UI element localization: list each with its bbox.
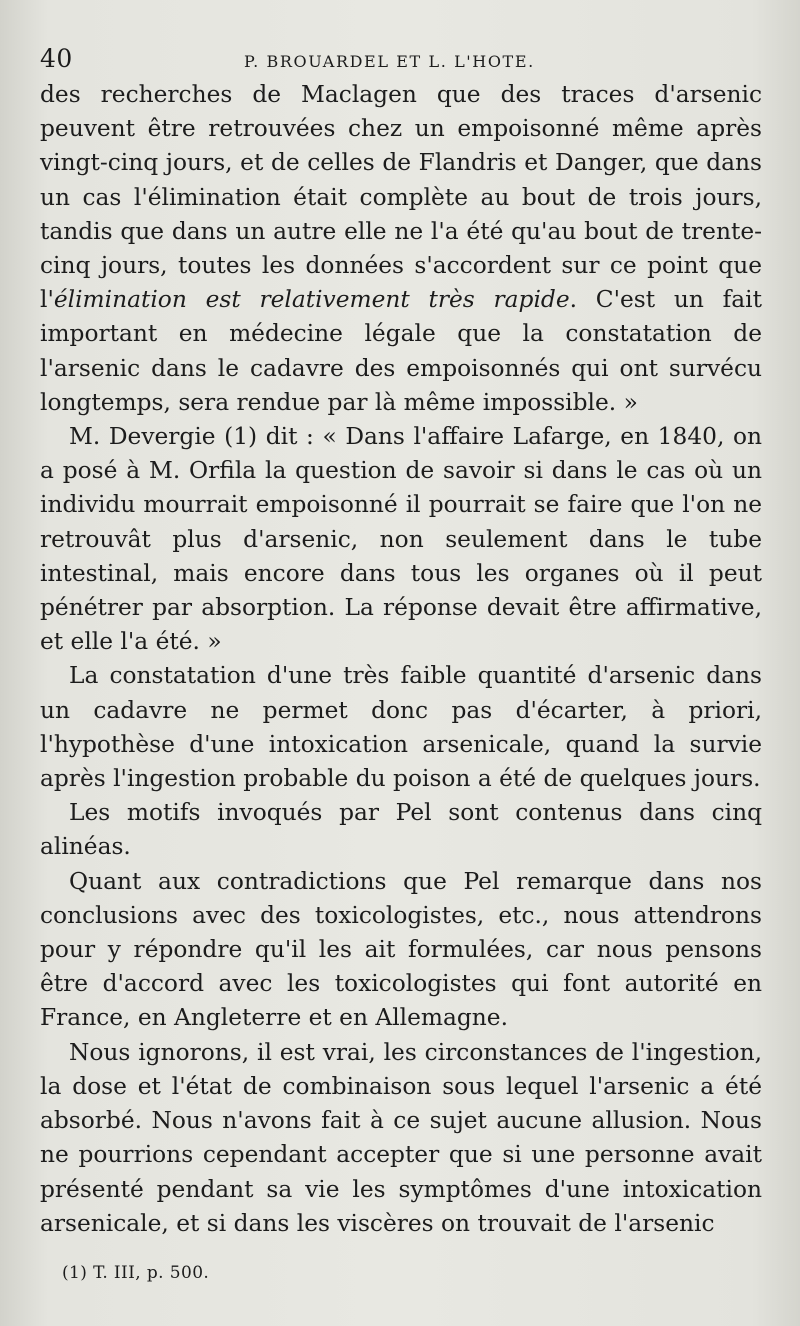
paragraph: Les motifs invoqués par Pel sont contenus dans cinq alinéas. [40,799,762,861]
footnote: (1) T. III, p. 500. [62,1263,210,1283]
running-title: P. BROUARDEL ET L. L'HOTE. [244,52,535,71]
running-head [40,40,764,76]
paragraph-text: des recherches de Maclagen que des traces d'arsenic peuvent être retrouvées chez un empoisonné même après vingt-cinq jours, et de celles de Flandris et Danger, que dans un cas l'élimination était complète au bout de trois jours, tandis que dans un autre elle ne l'a été qu'au bout de trente-cinq jours, toutes les données s'accordent sur ce point que l' [40,81,762,314]
paragraph-text: . C'est un fait important en médecine légale que la constatation de l'arsenic dans le cadavre des empoisonnés qui ont survécu longtemps, sera rendue par là même impossible. » [40,286,762,416]
italic-phrase: élimination est relativement très rapide [53,286,570,314]
paragraph: Nous ignorons, il est vrai, les circonstances de l'ingestion, la dose et l'état de combinaison sous lequel l'arsenic a été absorbé. Nous n'avons fait à ce sujet aucune allusion. Nous ne pourrions cependant accepter que si une personne avait présenté pendant sa vie les symptômes d'une intoxication arsenicale, et si dans les viscères on trouvait de l'arsenic [40,1038,762,1237]
body-text [40,78,762,1241]
paragraph: La constatation d'une très faible quantité d'arsenic dans un cadavre ne permet donc pas d'écarter, à priori, l'hypothèse d'une intoxication arsenicale, quand la survie après l'ingestion probable du poison a été de quelques jours. [40,662,762,793]
paragraph-continued [40,78,762,420]
page-number: 40 [40,44,73,73]
paragraph: Quant aux contradictions que Pel remarque dans nos conclusions avec des toxicologistes, etc., nous attendrons pour y répondre qu'il les ait formulées, car nous pensons être d'accord avec les toxicologistes qui font autorité en France, en Angleterre et en Allemagne. [40,867,762,1032]
paragraph: M. Devergie (1) dit : « Dans l'affaire Lafarge, en 1840, on a posé à M. Orfila la question de savoir si dans le cas où un individu mourrait empoisonné il pourrait se faire que l'on ne retrouvât plus d'arsenic, non seulement dans le tube intestinal, mais encore dans tous les organes où il peut pénétrer par absorption. La réponse devait être affirmative, et elle l'a été. » [40,423,762,656]
